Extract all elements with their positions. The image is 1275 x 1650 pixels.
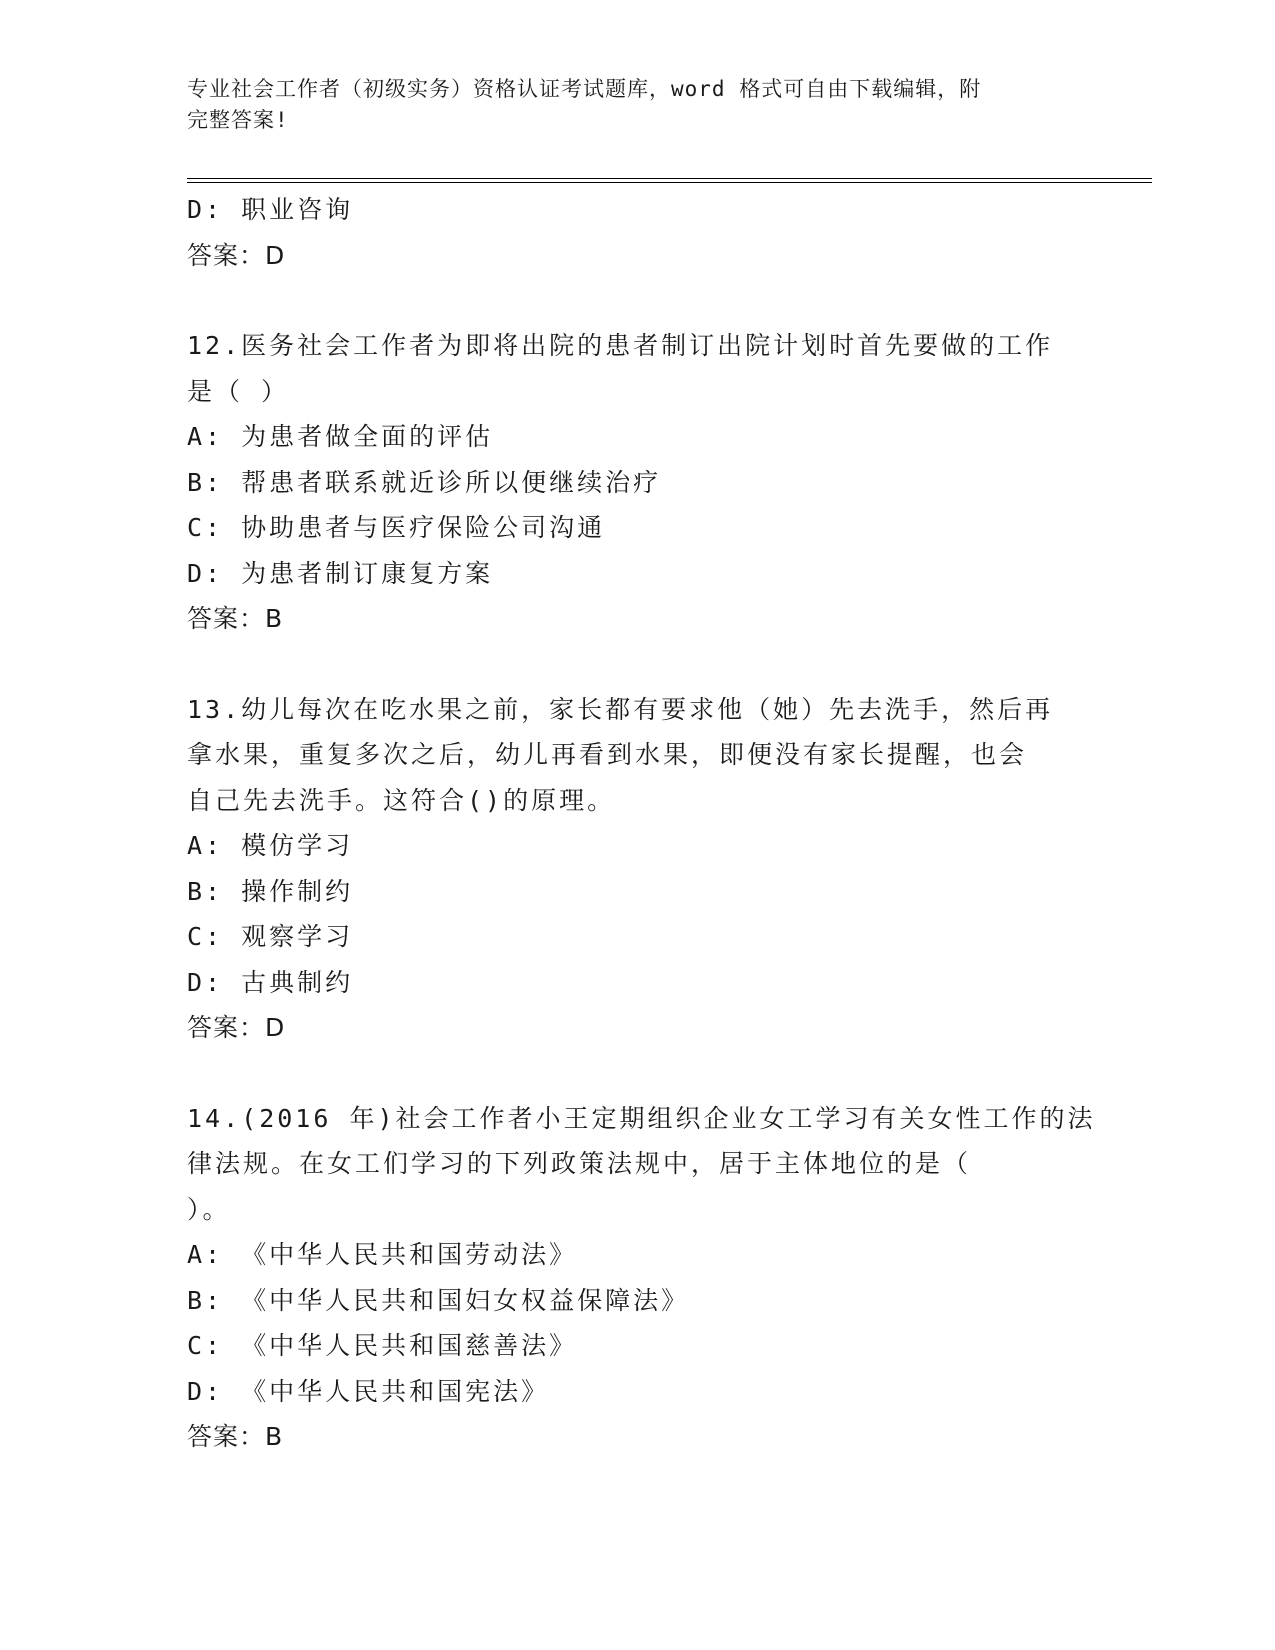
question-block-previous [187,187,1087,278]
option-b: B: 帮患者联系就近诊所以便继续治疗 [187,467,662,497]
option-b: B: 《中华人民共和国妇女权益保障法》 [187,1285,690,1315]
question-block-12 [187,323,1087,642]
question-stem: 12.医务社会工作者为即将出院的患者制订出院计划时首先要做的工作 [187,331,1054,360]
question-stem: 律法规。在女工们学习的下列政策法规中，居于主体地位的是（ [187,1149,972,1178]
option-a: A: 为患者做全面的评估 [187,422,494,451]
spacer [187,278,1087,323]
option-a: A: 模仿学习 [187,831,354,860]
option-c: C: 观察学习 [187,922,354,951]
header-line-2: 完整答案! [187,108,289,132]
header-double-rule [187,178,1152,184]
page-header [187,74,1067,136]
option-c: C: 协助患者与医疗保险公司沟通 [187,513,606,542]
question-list [187,187,1096,1460]
rule-line-bottom [187,182,1152,183]
option-d: D: 古典制约 [187,967,354,997]
question-stem: 拿水果，重复多次之后，幼儿再看到水果，即便没有家长提醒，也会 [187,740,1028,769]
question-stem: 14.(2016 年)社会工作者小王定期组织企业女工学习有关女性工作的法 [187,1103,1096,1133]
question-stem: 是（ ） [187,376,290,406]
option-d: D: 为患者制订康复方案 [187,558,494,588]
option-d: D: 《中华人民共和国宪法》 [187,1376,550,1406]
question-stem: ）。 [187,1194,231,1224]
answer-line: 答案：B [187,1422,284,1451]
answer-line: 答案：D [187,1013,286,1042]
spacer [187,1051,1087,1096]
option-c: C: 《中华人民共和国慈善法》 [187,1331,578,1360]
question-block-13 [187,687,1087,1051]
option-d: D: 职业咨询 [187,195,354,224]
answer-line: 答案：B [187,604,284,633]
question-stem: 13.幼儿每次在吃水果之前，家长都有要求他（她）先去洗手，然后再 [187,694,1054,724]
question-block-14 [187,1096,1096,1460]
question-stem: 自己先去洗手。这符合()的原理。 [187,785,616,815]
option-b: B: 操作制约 [187,876,354,906]
spacer [187,642,1087,687]
option-a: A: 《中华人民共和国劳动法》 [187,1240,578,1269]
rule-line-top [187,178,1152,179]
answer-line: 答案：D [187,240,286,270]
header-line-1: 专业社会工作者（初级实务）资格认证考试题库，word 格式可自由下载编辑，附 [187,77,982,101]
